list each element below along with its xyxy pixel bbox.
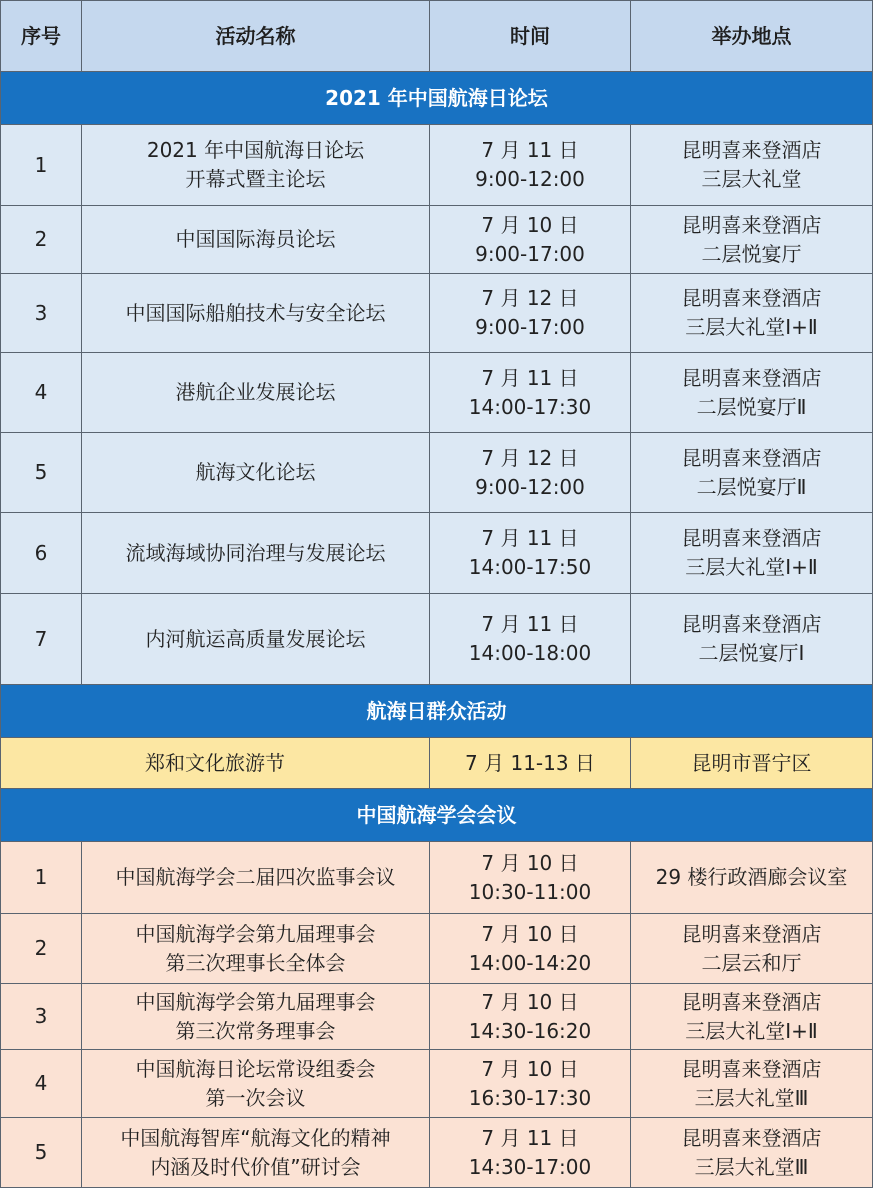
place-line: 三层大礼堂Ⅰ+Ⅱ — [685, 555, 818, 579]
date-line: 7 月 12 日 — [481, 445, 579, 470]
table-row — [1, 206, 873, 274]
header-row — [1, 1, 873, 72]
activity-place: 昆明市晋宁区 — [631, 738, 873, 789]
place-line: 二层悦宴厅Ⅰ — [698, 641, 805, 665]
name-line: 开幕式暨主论坛 — [185, 167, 326, 191]
name-line: 内河航运高质量发展论坛 — [145, 626, 366, 651]
table-row — [1, 1050, 873, 1118]
name-line: 港航企业发展论坛 — [175, 380, 336, 404]
place-line: 三层大礼堂Ⅲ — [694, 1154, 809, 1179]
name-line: 第一次会议 — [205, 1085, 306, 1110]
place-line: 三层大礼堂Ⅲ — [694, 1085, 809, 1110]
date-line: 7 月 11 日 — [481, 1125, 579, 1150]
date-line: 7 月 10 日 — [481, 212, 579, 237]
activity-name — [82, 914, 430, 984]
activity-place — [631, 842, 873, 914]
activity-time — [430, 513, 631, 594]
section-header — [1, 685, 873, 738]
row-number: 1 — [1, 842, 82, 914]
time-line: 14:00-17:50 — [468, 555, 592, 579]
time-line: 14:00-17:30 — [468, 394, 592, 419]
time-line: 10:30-11:00 — [468, 879, 592, 904]
row-number: 3 — [1, 274, 82, 353]
header-name: 活动名称 — [82, 1, 430, 72]
activity-time — [430, 842, 631, 914]
table-row — [1, 842, 873, 914]
row-number: 4 — [1, 353, 82, 433]
activity-name — [82, 274, 430, 353]
row-number: 5 — [1, 433, 82, 513]
place-line: 昆明喜来登酒店 — [681, 212, 822, 237]
schedule-body — [1, 72, 873, 1188]
activity-name — [82, 842, 430, 914]
name-line: 中国航海学会二届四次监事会议 — [115, 865, 396, 889]
table-row — [1, 594, 873, 685]
date-line: 7 月 10 日 — [481, 989, 579, 1014]
header-place: 举办地点 — [631, 1, 873, 72]
place-line: 三层大礼堂Ⅰ+Ⅱ — [685, 1018, 818, 1043]
time-line: 9:00-17:00 — [475, 241, 585, 266]
place-line: 昆明喜来登酒店 — [681, 138, 822, 162]
activity-name — [82, 1050, 430, 1118]
activity-name — [82, 353, 430, 433]
place-line: 二层云和厅 — [701, 950, 802, 975]
time-line: 14:30-16:20 — [468, 1018, 592, 1043]
activity-name — [82, 433, 430, 513]
row-number: 2 — [1, 206, 82, 274]
name-line: 中国航海日论坛常设组委会 — [135, 1056, 376, 1081]
header-no: 序号 — [1, 1, 82, 72]
activity-time — [430, 206, 631, 274]
header-time: 时间 — [430, 1, 631, 72]
row-number: 2 — [1, 914, 82, 984]
name-line: 第三次常务理事会 — [175, 1018, 336, 1043]
activity-time — [430, 984, 631, 1050]
row-number: 6 — [1, 513, 82, 594]
section-header — [1, 72, 873, 125]
row-number: 7 — [1, 594, 82, 685]
activity-place — [631, 1050, 873, 1118]
row-number: 4 — [1, 1050, 82, 1118]
place-line: 昆明喜来登酒店 — [681, 612, 822, 636]
activity-place — [631, 125, 873, 206]
table-row — [1, 1118, 873, 1188]
table-row — [1, 914, 873, 984]
place-line: 昆明喜来登酒店 — [681, 445, 822, 470]
name-line: 内涵及时代价值”研讨会 — [150, 1154, 361, 1179]
name-line: 中国航海智库“航海文化的精神 — [120, 1125, 391, 1150]
table-row — [1, 433, 873, 513]
activity-place — [631, 1118, 873, 1188]
time-line: 16:30-17:30 — [468, 1085, 592, 1110]
date-line: 7 月 10 日 — [481, 921, 579, 946]
time-line: 14:00-18:00 — [468, 641, 592, 665]
activity-time — [430, 433, 631, 513]
activity-place — [631, 433, 873, 513]
date-line: 7 月 10 日 — [481, 850, 579, 875]
activity-place — [631, 274, 873, 353]
table-row — [1, 513, 873, 594]
date-line: 7 月 11 日 — [481, 365, 579, 390]
place-line: 昆明喜来登酒店 — [681, 365, 822, 390]
place-line: 昆明喜来登酒店 — [681, 286, 822, 310]
row-number: 3 — [1, 984, 82, 1050]
place-line: 三层大礼堂 — [701, 167, 802, 191]
name-line: 流域海域协同治理与发展论坛 — [125, 540, 386, 565]
activity-name — [82, 984, 430, 1050]
name-line: 中国国际海员论坛 — [175, 227, 336, 251]
row-number: 5 — [1, 1118, 82, 1188]
activity-place — [631, 513, 873, 594]
activity-place — [631, 353, 873, 433]
table-row — [1, 274, 873, 353]
place-line: 昆明喜来登酒店 — [681, 921, 822, 946]
place-line: 二层悦宴厅Ⅱ — [696, 394, 807, 419]
name-line: 中国国际船舶技术与安全论坛 — [125, 300, 386, 325]
place-line: 昆明喜来登酒店 — [681, 1125, 822, 1150]
time-line: 14:30-17:00 — [468, 1154, 592, 1179]
activity-name — [82, 206, 430, 274]
activity-name: 郑和文化旅游节 — [1, 738, 430, 789]
date-line: 7 月 11 日 — [481, 526, 579, 550]
place-line: 三层大礼堂Ⅰ+Ⅱ — [685, 315, 818, 339]
time-line: 9:00-12:00 — [475, 167, 585, 191]
name-line: 第三次理事长全体会 — [165, 950, 346, 975]
table-row — [1, 353, 873, 433]
date-line: 7 月 12 日 — [481, 286, 579, 310]
activity-time — [430, 274, 631, 353]
activity-time — [430, 1050, 631, 1118]
name-line: 2021 年中国航海日论坛 — [146, 138, 365, 162]
activity-date: 7 月 11-13 日 — [430, 738, 631, 789]
table-row — [1, 984, 873, 1050]
activity-time — [430, 914, 631, 984]
activity-place — [631, 206, 873, 274]
time-line: 9:00-12:00 — [475, 474, 585, 499]
place-line: 29 楼行政酒廊会议室 — [655, 865, 848, 889]
time-line: 9:00-17:00 — [475, 315, 585, 339]
name-line: 中国航海学会第九届理事会 — [135, 921, 376, 946]
table-row — [1, 125, 873, 206]
section-header — [1, 789, 873, 842]
activity-time — [430, 1118, 631, 1188]
place-line: 二层悦宴厅 — [701, 241, 802, 266]
name-line: 航海文化论坛 — [195, 460, 316, 484]
place-line: 昆明喜来登酒店 — [681, 526, 822, 550]
table-row — [1, 738, 873, 789]
section-title: 中国航海学会会议 — [1, 789, 873, 842]
date-line: 7 月 11 日 — [481, 138, 579, 162]
section-title: 2021 年中国航海日论坛 — [1, 72, 873, 125]
row-number: 1 — [1, 125, 82, 206]
activity-name — [82, 594, 430, 685]
place-line: 二层悦宴厅Ⅱ — [696, 474, 807, 499]
date-line: 7 月 11 日 — [481, 612, 579, 636]
activity-name — [82, 1118, 430, 1188]
section-title: 航海日群众活动 — [1, 685, 873, 738]
activity-place — [631, 914, 873, 984]
name-line: 中国航海学会第九届理事会 — [135, 989, 376, 1014]
activity-name — [82, 513, 430, 594]
time-line: 14:00-14:20 — [468, 950, 592, 975]
activity-place — [631, 594, 873, 685]
activity-name — [82, 125, 430, 206]
activity-place — [631, 984, 873, 1050]
date-line: 7 月 10 日 — [481, 1056, 579, 1081]
activity-time — [430, 353, 631, 433]
place-line: 昆明喜来登酒店 — [681, 989, 822, 1014]
place-line: 昆明喜来登酒店 — [681, 1056, 822, 1081]
activity-time — [430, 594, 631, 685]
activity-time — [430, 125, 631, 206]
